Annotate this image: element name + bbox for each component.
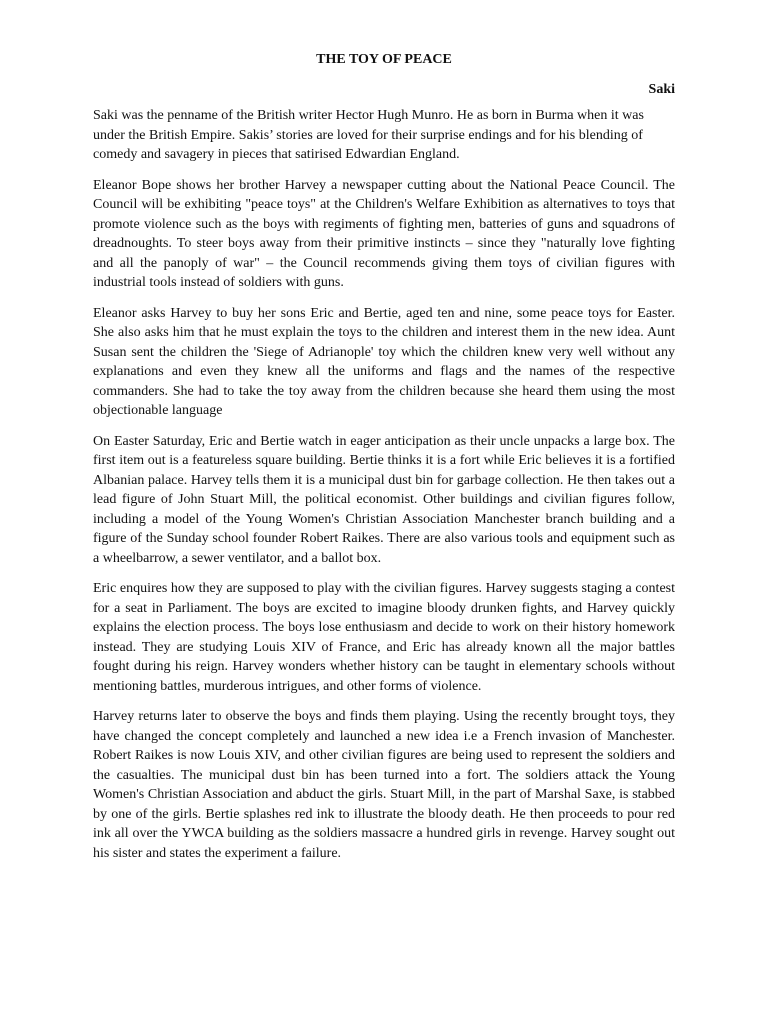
paragraph-intro: Saki was the penname of the British writer Hector Hugh Munro. He as born in Burma when it was under the British Empire. Sakis’ stories are loved for their surprise endings and for his blending of comedy and savagery in pieces that satirised Edwardian England. <box>93 108 644 162</box>
paragraph-invasion: Harvey returns later to observe the boys and finds them playing. Using the recently brought toys, they have changed the concept completely and launched a new idea i.e a French invasion of Manchester. Robert Raikes is now Louis XIV, and other civilian figures are being used to represent the soldiers and the casualties. The municipal dust bin has been turned into a fort. The soldiers attack the Young Women's Christian Association and abduct the girls. Stuart Mill, in the part of Marshal Saxe, is stabbed by one of the girls. Bertie splashes red ink to illustrate the bloody death. He then proceeds to pour red ink all over the YWCA building as the soldiers massacre a hundred girls in revenge. Harvey sought out his sister and states the experiment a failure. <box>93 709 675 861</box>
document-page <box>93 50 675 874</box>
paragraph-newspaper-cutting: Eleanor Bope shows her brother Harvey a newspaper cutting about the National Peace Council. The Council will be exhibiting "peace toys" at the Children's Welfare Exhibition as alternatives to toys that promote violence such as the boys with regiments of fighting men, batteries of guns and squadrons of dreadnoughts. To steer boys away from their primitive instincts – since they "naturally love fighting and all the panoply of war" – the Council recommends giving them toys of civilian figures with industrial tools instead of soldiers with guns. <box>93 177 675 290</box>
paragraph-eleanor-request: Eleanor asks Harvey to buy her sons Eric and Bertie, aged ten and nine, some peace toys for Easter. She also asks him that he must explain the toys to the children and interest them in the new idea. Aunt Susan sent the children the 'Siege of Adrianople' toy which the children knew very well without any explanations and even they knew all the uniforms and flags and the names of the respective commanders. She had to take the toy away from the children because she heard them using the most objectionable language <box>93 305 675 418</box>
document-title: THE TOY OF PEACE <box>316 52 452 67</box>
document-author: Saki <box>648 82 675 97</box>
paragraph-easter-saturday: On Easter Saturday, Eric and Bertie watch in eager anticipation as their uncle unpacks a large box. The first item out is a featureless square building. Bertie thinks it is a fort while Eric believes it is a fortified Albanian palace. Harvey tells them it is a municipal dust bin for garbage collection. He then takes out a lead figure of John Stuart Mill, the political economist. Other buildings and civilian figures follow, including a model of the Young Women's Christian Association Manchester branch building and a figure of the Sunday school founder Robert Raikes. There are also various tools and equipment such as a wheelbarrow, a sewer ventilator, and a ballot box. <box>93 433 675 566</box>
paragraph-civilian-figures: Eric enquires how they are supposed to play with the civilian figures. Harvey suggests staging a contest for a seat in Parliament. The boys are excited to imagine bloody drunken fights, and Harvey quickly explains the election process. The boys lose enthusiasm and decide to work on their history homework instead. They are studying Louis XIV of France, and Eric has already known all the major battles fought during his reign. Harvey wonders whether history can be taught in elementary schools without mentioning battles, murderous intrigues, and other forms of violence. <box>93 581 675 694</box>
